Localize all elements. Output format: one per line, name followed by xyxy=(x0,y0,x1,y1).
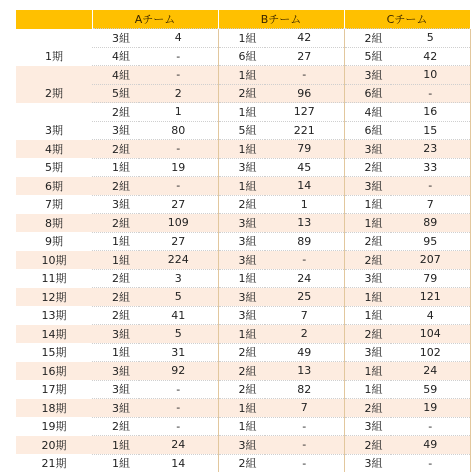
period-cell: 14期 xyxy=(16,325,92,344)
team-a-value-cell: 109 xyxy=(139,214,218,233)
period-cell: 18期 xyxy=(16,399,92,418)
table-row xyxy=(16,325,470,344)
team-b-group-cell: 1組 xyxy=(218,399,265,418)
period-cell: 10期 xyxy=(16,251,92,270)
team-c-group-cell: 1組 xyxy=(344,362,391,381)
team-b-value-cell: 127 xyxy=(265,103,344,122)
team-b-group-cell: 3組 xyxy=(218,158,265,177)
period-cell: 6期 xyxy=(16,177,92,196)
team-b-group-cell: 2組 xyxy=(218,362,265,381)
team-c-value-cell: 95 xyxy=(391,232,470,251)
table-row xyxy=(16,158,470,177)
table-row xyxy=(16,195,470,214)
team-c-value-cell: 15 xyxy=(391,121,470,140)
team-c-value-cell: - xyxy=(391,417,470,436)
team-c-group-cell: 1組 xyxy=(344,288,391,307)
team-c-value-cell: 33 xyxy=(391,158,470,177)
team-b-group-cell: 1組 xyxy=(218,66,265,85)
results-table xyxy=(16,10,471,472)
table-row xyxy=(16,251,470,270)
team-b-value-cell: 24 xyxy=(265,269,344,288)
team-c-group-cell: 2組 xyxy=(344,436,391,455)
team-a-group-cell: 2組 xyxy=(92,417,139,436)
team-b-value-cell: - xyxy=(265,66,344,85)
team-c-group-cell: 2組 xyxy=(344,29,391,48)
team-b-value-cell: 7 xyxy=(265,306,344,325)
team-c-value-cell: 42 xyxy=(391,47,470,66)
team-a-value-cell: - xyxy=(139,380,218,399)
team-a-value-cell: 27 xyxy=(139,195,218,214)
team-c-group-cell: 1組 xyxy=(344,195,391,214)
period-cell: 3期 xyxy=(16,121,92,140)
period-cell xyxy=(16,66,92,85)
table-body xyxy=(16,29,470,472)
period-cell: 19期 xyxy=(16,417,92,436)
team-c-value-cell: 7 xyxy=(391,195,470,214)
team-b-group-cell: 1組 xyxy=(218,417,265,436)
team-a-value-cell: - xyxy=(139,399,218,418)
team-a-value-cell: 19 xyxy=(139,158,218,177)
team-a-value-cell: - xyxy=(139,47,218,66)
team-b-group-cell: 3組 xyxy=(218,251,265,270)
team-a-group-cell: 5組 xyxy=(92,84,139,103)
team-c-group-cell: 3組 xyxy=(344,343,391,362)
table-row xyxy=(16,343,470,362)
team-c-group-cell: 1組 xyxy=(344,214,391,233)
team-b-value-cell: - xyxy=(265,436,344,455)
table-row xyxy=(16,214,470,233)
team-c-value-cell: - xyxy=(391,177,470,196)
table-row xyxy=(16,140,470,159)
team-b-value-cell: 96 xyxy=(265,84,344,103)
table-row xyxy=(16,362,470,381)
team-c-group-cell: 3組 xyxy=(344,66,391,85)
table-row xyxy=(16,103,470,122)
period-cell xyxy=(16,29,92,48)
period-cell: 8期 xyxy=(16,214,92,233)
team-b-group-cell: 1組 xyxy=(218,103,265,122)
period-cell: 2期 xyxy=(16,84,92,103)
period-cell: 11期 xyxy=(16,269,92,288)
team-b-value-cell: 42 xyxy=(265,29,344,48)
team-a-group-cell: 2組 xyxy=(92,214,139,233)
team-a-value-cell: 3 xyxy=(139,269,218,288)
team-b-group-cell: 1組 xyxy=(218,177,265,196)
results-table-container xyxy=(16,10,469,448)
team-b-group-cell: 3組 xyxy=(218,232,265,251)
period-cell: 13期 xyxy=(16,306,92,325)
table-row xyxy=(16,121,470,140)
table-row xyxy=(16,436,470,455)
team-a-value-cell: 4 xyxy=(139,29,218,48)
team-a-value-cell: 27 xyxy=(139,232,218,251)
team-a-group-cell: 4組 xyxy=(92,47,139,66)
table-header xyxy=(16,10,470,29)
team-c-value-cell: 16 xyxy=(391,103,470,122)
team-c-group-cell: 3組 xyxy=(344,177,391,196)
team-a-group-cell: 1組 xyxy=(92,251,139,270)
table-row xyxy=(16,177,470,196)
table-row xyxy=(16,232,470,251)
period-cell: 1期 xyxy=(16,47,92,66)
team-b-value-cell: 1 xyxy=(265,195,344,214)
table-row xyxy=(16,47,470,66)
team-b-value-cell: 82 xyxy=(265,380,344,399)
period-cell: 20期 xyxy=(16,436,92,455)
team-b-value-cell: 45 xyxy=(265,158,344,177)
header-team-c: Cチーム xyxy=(344,10,470,29)
team-a-group-cell: 1組 xyxy=(92,436,139,455)
header-period xyxy=(16,10,92,29)
team-a-group-cell: 3組 xyxy=(92,325,139,344)
team-a-group-cell: 3組 xyxy=(92,29,139,48)
table-row xyxy=(16,84,470,103)
team-a-value-cell: 92 xyxy=(139,362,218,381)
team-a-value-cell: 5 xyxy=(139,325,218,344)
header-team-b: Bチーム xyxy=(218,10,344,29)
team-b-group-cell: 1組 xyxy=(218,269,265,288)
team-c-group-cell: 2組 xyxy=(344,399,391,418)
team-b-group-cell: 2組 xyxy=(218,195,265,214)
period-cell: 15期 xyxy=(16,343,92,362)
team-a-value-cell: 14 xyxy=(139,454,218,472)
team-c-value-cell: 89 xyxy=(391,214,470,233)
team-b-value-cell: 13 xyxy=(265,362,344,381)
team-a-group-cell: 2組 xyxy=(92,288,139,307)
team-c-value-cell: 79 xyxy=(391,269,470,288)
team-a-value-cell: 31 xyxy=(139,343,218,362)
team-b-group-cell: 3組 xyxy=(218,306,265,325)
team-a-group-cell: 3組 xyxy=(92,121,139,140)
team-c-group-cell: 2組 xyxy=(344,232,391,251)
team-c-value-cell: 10 xyxy=(391,66,470,85)
team-c-value-cell: - xyxy=(391,84,470,103)
team-b-group-cell: 2組 xyxy=(218,84,265,103)
team-c-value-cell: 207 xyxy=(391,251,470,270)
team-b-value-cell: 89 xyxy=(265,232,344,251)
team-b-value-cell: 27 xyxy=(265,47,344,66)
team-b-group-cell: 1組 xyxy=(218,140,265,159)
table-row xyxy=(16,269,470,288)
period-cell: 12期 xyxy=(16,288,92,307)
team-a-group-cell: 1組 xyxy=(92,454,139,472)
table-row xyxy=(16,417,470,436)
team-a-group-cell: 3組 xyxy=(92,399,139,418)
team-b-group-cell: 2組 xyxy=(218,343,265,362)
team-c-group-cell: 3組 xyxy=(344,417,391,436)
team-b-group-cell: 1組 xyxy=(218,29,265,48)
table-row xyxy=(16,66,470,85)
team-b-value-cell: 13 xyxy=(265,214,344,233)
period-cell: 5期 xyxy=(16,158,92,177)
team-c-value-cell: 104 xyxy=(391,325,470,344)
team-c-value-cell: 59 xyxy=(391,380,470,399)
team-c-value-cell: 4 xyxy=(391,306,470,325)
team-b-value-cell: - xyxy=(265,417,344,436)
team-a-group-cell: 3組 xyxy=(92,362,139,381)
team-b-value-cell: - xyxy=(265,454,344,472)
table-row xyxy=(16,454,470,472)
team-a-value-cell: 2 xyxy=(139,84,218,103)
team-b-value-cell: 14 xyxy=(265,177,344,196)
team-c-group-cell: 5組 xyxy=(344,47,391,66)
team-b-value-cell: 49 xyxy=(265,343,344,362)
team-a-value-cell: 224 xyxy=(139,251,218,270)
team-b-group-cell: 3組 xyxy=(218,214,265,233)
team-a-group-cell: 1組 xyxy=(92,343,139,362)
period-cell: 21期 xyxy=(16,454,92,472)
table-row xyxy=(16,288,470,307)
team-c-value-cell: 5 xyxy=(391,29,470,48)
team-a-value-cell: - xyxy=(139,177,218,196)
team-c-group-cell: 3組 xyxy=(344,269,391,288)
table-row xyxy=(16,29,470,48)
team-c-group-cell: 1組 xyxy=(344,306,391,325)
team-b-group-cell: 3組 xyxy=(218,436,265,455)
team-a-value-cell: 80 xyxy=(139,121,218,140)
team-a-group-cell: 4組 xyxy=(92,66,139,85)
table-row xyxy=(16,399,470,418)
team-a-value-cell: 1 xyxy=(139,103,218,122)
team-a-value-cell: - xyxy=(139,417,218,436)
team-b-value-cell: 7 xyxy=(265,399,344,418)
team-a-group-cell: 2組 xyxy=(92,177,139,196)
team-a-value-cell: 24 xyxy=(139,436,218,455)
team-c-value-cell: 121 xyxy=(391,288,470,307)
team-a-group-cell: 2組 xyxy=(92,103,139,122)
period-cell: 9期 xyxy=(16,232,92,251)
team-a-value-cell: 5 xyxy=(139,288,218,307)
team-b-value-cell: 25 xyxy=(265,288,344,307)
team-c-group-cell: 6組 xyxy=(344,121,391,140)
team-b-group-cell: 3組 xyxy=(218,288,265,307)
table-row xyxy=(16,380,470,399)
team-b-group-cell: 5組 xyxy=(218,121,265,140)
team-c-value-cell: 102 xyxy=(391,343,470,362)
team-b-group-cell: 6組 xyxy=(218,47,265,66)
team-a-value-cell: - xyxy=(139,140,218,159)
team-c-group-cell: 2組 xyxy=(344,325,391,344)
team-b-group-cell: 2組 xyxy=(218,454,265,472)
team-c-value-cell: 24 xyxy=(391,362,470,381)
team-c-group-cell: 2組 xyxy=(344,158,391,177)
team-a-value-cell: - xyxy=(139,66,218,85)
team-c-value-cell: 23 xyxy=(391,140,470,159)
team-c-group-cell: 3組 xyxy=(344,454,391,472)
header-team-a: Aチーム xyxy=(92,10,218,29)
team-c-group-cell: 6組 xyxy=(344,84,391,103)
team-c-value-cell: - xyxy=(391,454,470,472)
team-a-group-cell: 1組 xyxy=(92,232,139,251)
team-a-group-cell: 3組 xyxy=(92,380,139,399)
team-b-value-cell: - xyxy=(265,251,344,270)
team-c-group-cell: 2組 xyxy=(344,251,391,270)
team-c-value-cell: 49 xyxy=(391,436,470,455)
team-b-group-cell: 1組 xyxy=(218,325,265,344)
team-c-value-cell: 19 xyxy=(391,399,470,418)
period-cell: 16期 xyxy=(16,362,92,381)
team-c-group-cell: 3組 xyxy=(344,140,391,159)
team-b-value-cell: 221 xyxy=(265,121,344,140)
team-a-group-cell: 1組 xyxy=(92,158,139,177)
team-a-group-cell: 3組 xyxy=(92,195,139,214)
team-a-value-cell: 41 xyxy=(139,306,218,325)
period-cell xyxy=(16,103,92,122)
team-c-group-cell: 1組 xyxy=(344,380,391,399)
table-row xyxy=(16,306,470,325)
team-c-group-cell: 4組 xyxy=(344,103,391,122)
period-cell: 7期 xyxy=(16,195,92,214)
team-a-group-cell: 2組 xyxy=(92,306,139,325)
team-b-value-cell: 79 xyxy=(265,140,344,159)
team-a-group-cell: 2組 xyxy=(92,140,139,159)
team-b-value-cell: 2 xyxy=(265,325,344,344)
team-b-group-cell: 2組 xyxy=(218,380,265,399)
period-cell: 4期 xyxy=(16,140,92,159)
period-cell: 17期 xyxy=(16,380,92,399)
team-a-group-cell: 2組 xyxy=(92,269,139,288)
